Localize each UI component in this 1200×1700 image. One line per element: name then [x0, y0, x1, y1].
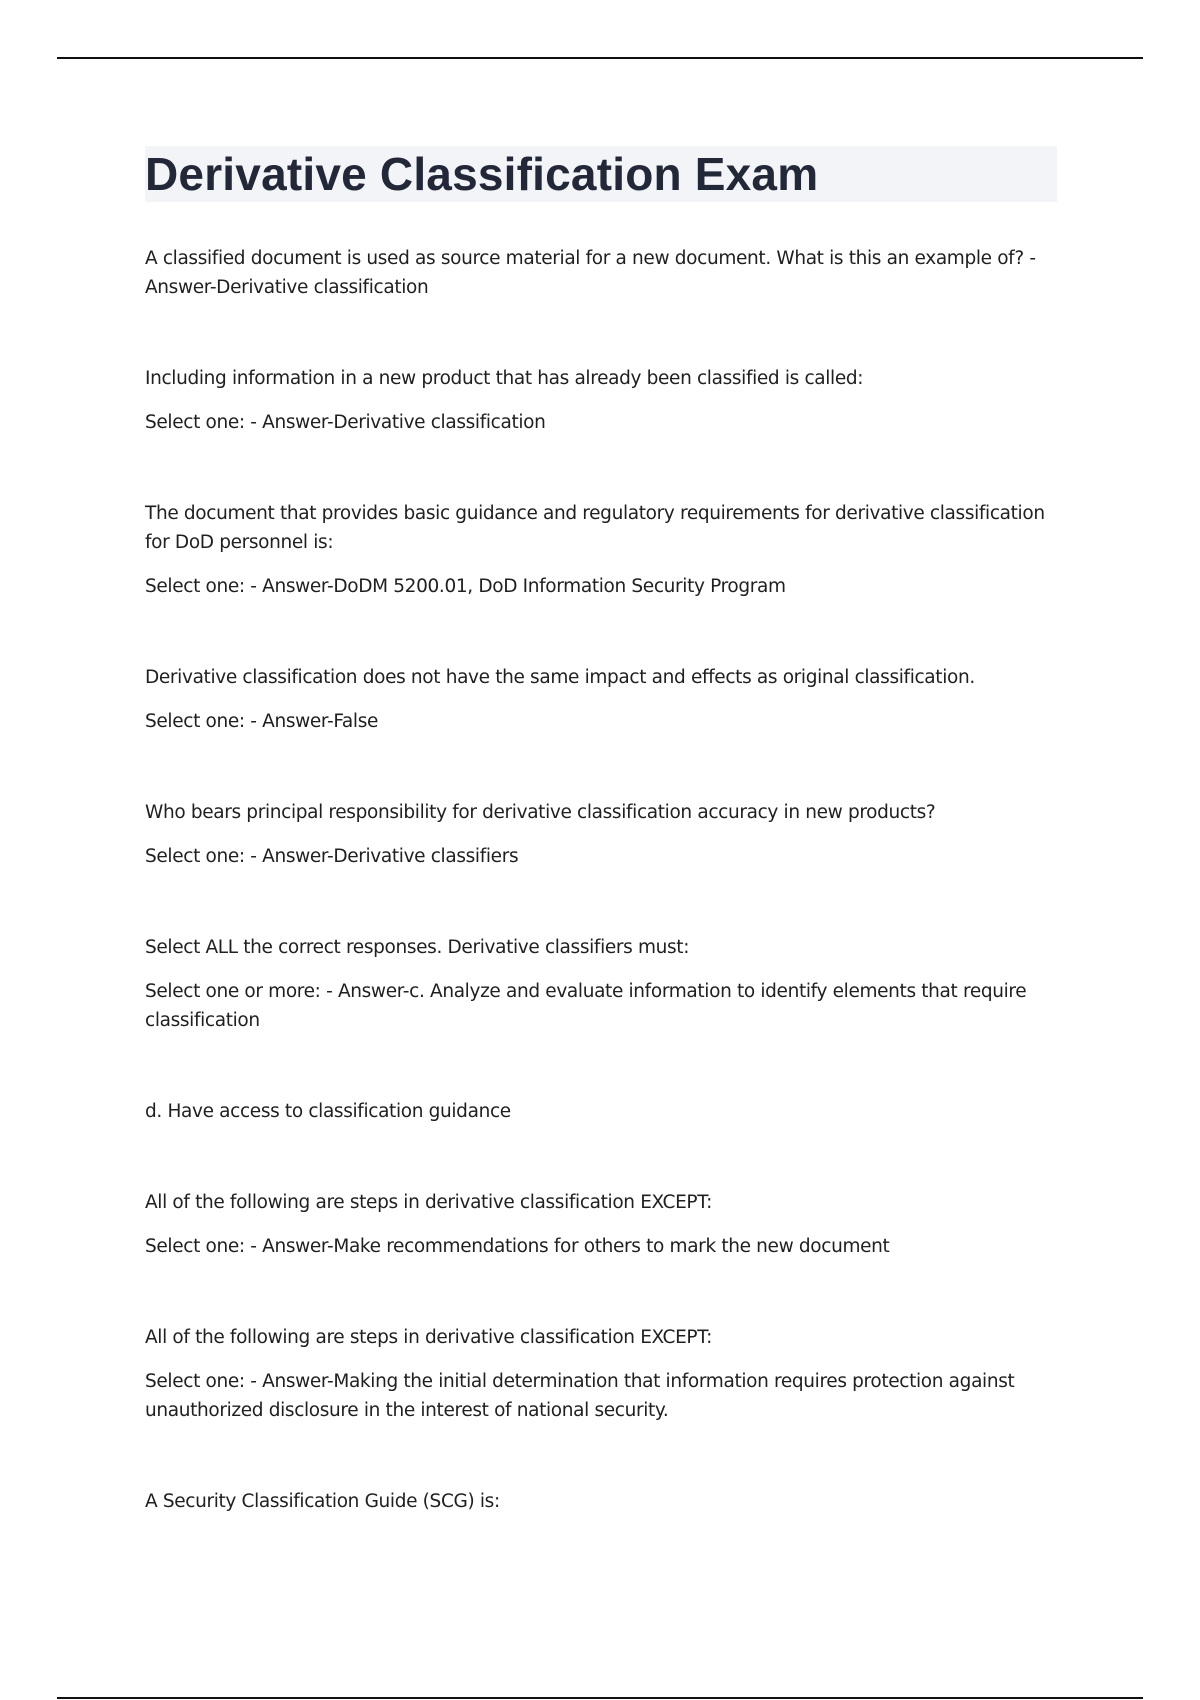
bottom-rule [57, 1697, 1143, 1699]
answer-text: Select one: - Answer-Derivative classifiers [145, 846, 519, 867]
question-text: All of the following are steps in derivative classification EXCEPT: [145, 1327, 713, 1348]
question-text: Including information in a new product that has already been classified is called: [145, 368, 864, 389]
answer-text: Select one: - Answer-False [145, 711, 379, 732]
question-text: Select ALL the correct responses. Derivative classifiers must: [145, 937, 690, 958]
question-text: The document that provides basic guidance and regulatory requirements for derivative classification for DoD personnel is: [145, 503, 1045, 553]
qa-text: A classified document is used as source material for a new document. What is this an example of? - Answer-Derivative classification [145, 248, 1036, 298]
answer-text: Select one: - Answer-Derivative classification [145, 412, 546, 433]
question-text: Derivative classification does not have the same impact and effects as original classification. [145, 667, 975, 688]
answer-text: Select one: - Answer-Making the initial determination that information requires protection against unauthorized disclosure in the interest of national security. [145, 1371, 1015, 1421]
answer-text: Select one or more: - Answer-c. Analyze and evaluate information to identify elements that require classification [145, 981, 1027, 1031]
top-rule [57, 57, 1143, 59]
question-text: All of the following are steps in derivative classification EXCEPT: [145, 1192, 713, 1213]
document-title: Derivative Classification Exam [145, 148, 819, 200]
question-text: A Security Classification Guide (SCG) is: [145, 1491, 500, 1512]
document-body [145, 244, 1060, 1516]
question-text: Who bears principal responsibility for derivative classification accuracy in new products? [145, 802, 936, 823]
answer-text: Select one: - Answer-Make recommendations for others to mark the new document [145, 1236, 890, 1257]
answer-continuation-text: d. Have access to classification guidance [145, 1101, 511, 1122]
answer-text: Select one: - Answer-DoDM 5200.01, DoD Information Security Program [145, 576, 786, 597]
